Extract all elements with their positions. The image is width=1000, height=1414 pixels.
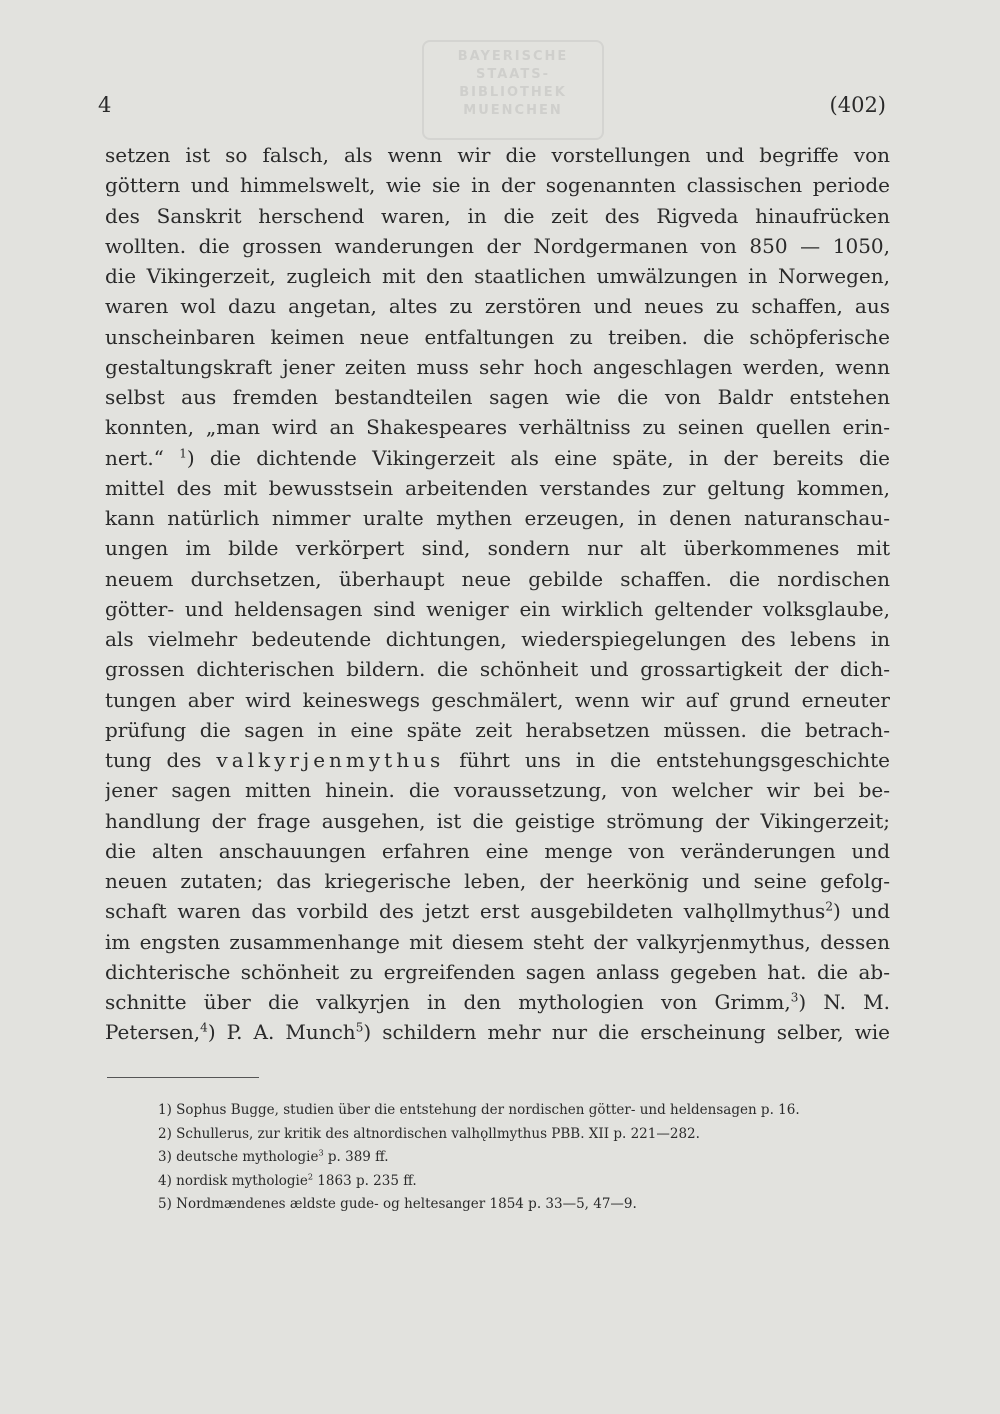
text-line: prüfung die sagen in eine späte zeit herabsetzen müssen. die betrach- [105, 717, 890, 742]
footnote-item [158, 1170, 893, 1194]
edition-mark: 3 [318, 1147, 324, 1158]
text-line: kann natürlich nimmer uralte mythen erzeugen, in denen naturanschau- [105, 506, 890, 530]
text-fragment: führt uns in die entstehungsgeschichte [459, 748, 890, 772]
library-stamp [422, 40, 604, 140]
footnote-ref: 5 [355, 1020, 364, 1035]
text-line: handlung der frage ausgehen, ist die geistige strömung der Vikingerzeit; [105, 808, 890, 833]
text-line: gestaltungskraft jener zeiten muss sehr hoch angeschlagen werden, wenn [105, 354, 890, 379]
text-line [105, 1017, 890, 1047]
footnotes [158, 1099, 893, 1217]
text-fragment: schnitte über die valkyrjen in den mythologien von Grimm, [105, 990, 791, 1014]
text-fragment: ) P. A. Munch [207, 1020, 356, 1045]
text-line: die Vikingerzeit, zugleich mit den staatlichen umwälzungen in Norwegen, [105, 264, 890, 288]
footnote-text: 1863 p. 235 ff. [313, 1172, 417, 1189]
footnote-ref: 3 [790, 990, 799, 1005]
text-line: die alten anschauungen erfahren eine menge von veränderungen und [105, 838, 890, 863]
footnote-item: 5) Nordmændenes ældste gude- og heltesanger 1854 p. 33—5, 47—9. [158, 1196, 637, 1212]
text-line: grossen dichterischen bildern. die schönheit und grossartigkeit der dich- [105, 657, 890, 682]
footnote-item [158, 1146, 893, 1170]
footnote-item: 2) Schullerus, zur kritik des altnordischen valhǫllmythus PBB. XII p. 221—282. [158, 1125, 700, 1142]
text-line: göttern und himmelswelt, wie sie in der sogenannten classischen periode [105, 173, 890, 198]
text-line: im engsten zusammenhange mit diesem steht der valkyrjenmythus, dessen [105, 929, 890, 954]
text-line: waren wol dazu angetan, altes zu zerstören und neues zu schaffen, aus [105, 294, 890, 319]
spaced-term: valkyrjenmythus [216, 748, 445, 772]
text-fragment: ) und [832, 899, 890, 924]
text-fragment: ) schildern mehr nur die erscheinung selber, wie [363, 1020, 890, 1045]
footnote-ref: 4 [200, 1020, 208, 1035]
text-line: mittel des mit bewusstsein arbeitenden verstandes zur geltung kommen, [105, 475, 890, 500]
text-line: konnten, „man wird an Shakespeares verhältniss zu seinen quellen erin- [105, 415, 890, 440]
text-line: unscheinbaren keimen neue entfaltungen zu treiben. die schöpferische [105, 324, 890, 349]
page-reference: (402) [829, 93, 886, 117]
footnote-ref: 1 [179, 445, 187, 460]
text-fragment: tung des [105, 748, 202, 772]
body-text [105, 140, 890, 1048]
text-line [105, 896, 890, 926]
text-line: neuem durchsetzen, überhaupt neue gebilde schaffen. die nordischen [105, 566, 890, 591]
text-line: jener sagen mitten hinein. die voraussetzung, von welcher wir bei be- [105, 778, 890, 803]
edition-mark: 2 [307, 1171, 314, 1181]
text-fragment: ) die dichtende Vikingerzeit als eine späte, in der bereits die [186, 445, 890, 470]
footnote-text: 4) nordisk mythologie [158, 1172, 308, 1189]
page-header [98, 93, 886, 123]
footnote-text: 3) deutsche mythologie [158, 1149, 319, 1165]
text-line: tungen aber wird keineswegs geschmälert, wenn wir auf grund erneuter [105, 687, 890, 712]
stamp-line: BAYERISCHE [457, 49, 569, 64]
text-line: dichterische schönheit zu ergreifenden sagen anlass gegeben hat. die ab- [105, 959, 890, 984]
text-line [105, 745, 890, 775]
text-line: ungen im bilde verkörpert sind, sondern nur alt überkommenes mit [105, 536, 890, 561]
footnote-item: 1) Sophus Bugge, studien über die entstehung der nordischen götter- und heldensagen p. 16. [158, 1102, 800, 1118]
stamp-line: MUENCHEN [463, 103, 563, 118]
text-line: götter- und heldensagen sind weniger ein wirklich geltender volksglaube, [105, 596, 890, 621]
text-fragment: Petersen, [105, 1020, 201, 1045]
stamp-line: BIBLIOTHEK [459, 85, 567, 100]
page-number: 4 [98, 93, 112, 117]
text-line [105, 987, 890, 1017]
stamp-line: STAATS- [476, 67, 550, 82]
text-fragment: ) N. M. [798, 990, 890, 1014]
text-line: als vielmehr bedeutende dichtungen, wiederspiegelungen des lebens in [105, 627, 890, 651]
text-fragment: schaft waren das vorbild des jetzt erst ausgebildeten valhǫllmythus [105, 899, 826, 924]
text-line: selbst aus fremden bestandteilen sagen wie die von Baldr entstehen [105, 385, 890, 409]
text-line: neuen zutaten; das kriegerische leben, der heerkönig und seine gefolg- [105, 869, 890, 893]
text-fragment: nert.“ [105, 445, 164, 470]
text-line [105, 443, 890, 473]
footnote-divider [107, 1077, 259, 1078]
text-line: setzen ist so falsch, als wenn wir die vorstellungen und begriffe von [105, 143, 890, 167]
text-line: wollten. die grossen wanderungen der Nordgermanen von 850 — 1050, [105, 233, 890, 258]
footnote-text: p. 389 ff. [323, 1149, 389, 1165]
text-line: des Sanskrit herschend waren, in die zeit des Rigveda hinaufrücken [105, 203, 890, 228]
footnote-ref: 2 [825, 899, 833, 914]
